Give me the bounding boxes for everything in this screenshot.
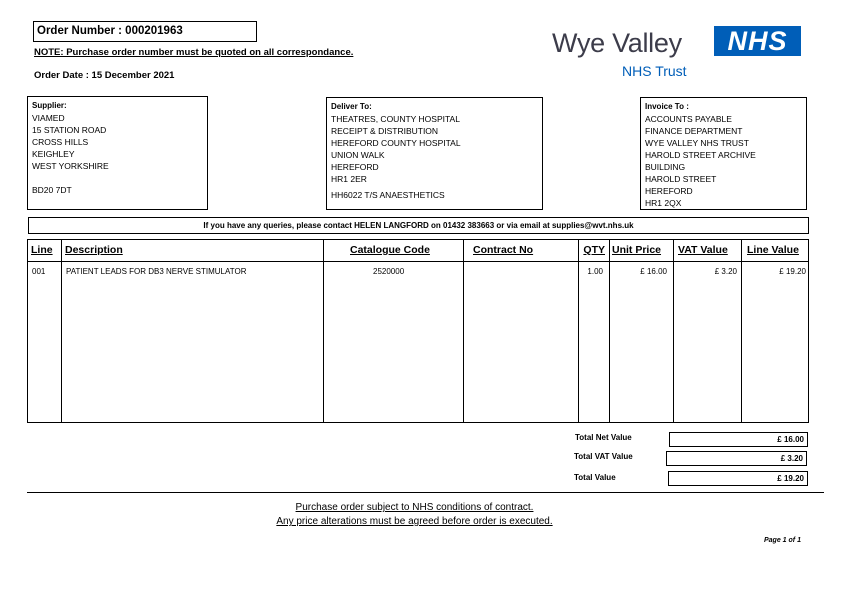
deliver-ref: HH6022 T/S ANAESTHETICS [331, 190, 445, 200]
col-header-qty: QTY [583, 244, 605, 256]
col-header-unit-price: Unit Price [612, 244, 662, 256]
correspondence-note: NOTE: Purchase order number must be quoted on all correspondance. [34, 47, 354, 58]
footer-conditions: Purchase order subject to NHS conditions of contract. [295, 502, 534, 513]
deliver-line: THEATRES, COUNTY HOSPITAL [331, 114, 460, 124]
column-divider [61, 240, 62, 422]
total-vat-value: £ 3.20 [666, 451, 807, 466]
row-unit-price: £ 16.00 [640, 267, 667, 276]
row-qty: 1.00 [587, 267, 603, 276]
logo-organisation-name: Wye Valley [552, 28, 682, 58]
supplier-line: 15 STATION ROAD [32, 125, 107, 135]
supplier-line: KEIGHLEY [32, 149, 75, 159]
col-header-vat: VAT Value [678, 244, 728, 256]
supplier-line: VIAMED [32, 113, 65, 123]
supplier-postcode: BD20 7DT [32, 185, 72, 195]
invoice-line: WYE VALLEY NHS TRUST [645, 138, 749, 148]
invoice-line: HR1 2QX [645, 198, 682, 208]
row-catalogue-code: 2520000 [373, 267, 405, 276]
footer-price-notice: Any price alterations must be agreed before order is executed. [276, 516, 553, 527]
total-vat-label: Total VAT Value [574, 452, 633, 461]
column-divider [323, 240, 324, 422]
col-header-line: Line [31, 244, 53, 256]
deliver-line: HEREFORD [331, 162, 379, 172]
total-value: £ 19.20 [668, 471, 808, 486]
row-description: PATIENT LEADS FOR DB3 NERVE STIMULATOR [66, 267, 247, 276]
col-header-description: Description [65, 244, 123, 256]
column-divider [463, 240, 464, 422]
order-date: Order Date : 15 December 2021 [34, 70, 175, 81]
deliver-line: HEREFORD COUNTY HOSPITAL [331, 138, 461, 148]
invoice-line: ACCOUNTS PAYABLE [645, 114, 732, 124]
total-value-label: Total Value [574, 473, 616, 482]
supplier-heading: Supplier: [32, 101, 67, 110]
invoice-line: HAROLD STREET ARCHIVE [645, 150, 756, 160]
row-line-value: £ 19.20 [779, 267, 806, 276]
supplier-line: CROSS HILLS [32, 137, 89, 147]
invoice-line: HAROLD STREET [645, 174, 717, 184]
total-net-value: £ 16.00 [669, 432, 808, 447]
row-line-number: 001 [32, 267, 46, 276]
total-net-label: Total Net Value [575, 433, 632, 442]
col-header-contract: Contract No [473, 244, 534, 256]
supplier-line [32, 172, 203, 184]
deliver-line: RECEIPT & DISTRIBUTION [331, 126, 439, 136]
supplier-box [27, 96, 208, 210]
invoice-heading: Invoice To : [645, 102, 689, 111]
queries-contact: If you have any queries, please contact HELEN LANGFORD on 01432 383663 or via email at supplies@wvt.nhs.uk [28, 217, 809, 234]
supplier-line: WEST YORKSHIRE [32, 161, 109, 171]
row-vat: £ 3.20 [714, 267, 737, 276]
deliver-line: UNION WALK [331, 150, 385, 160]
header-rule [28, 261, 808, 262]
nhs-logo-badge: NHS [714, 26, 801, 56]
footer-divider [27, 492, 824, 493]
invoice-box [640, 97, 807, 210]
deliver-box [326, 97, 543, 210]
deliver-line: HR1 2ER [331, 174, 367, 184]
invoice-line: BUILDING [645, 162, 686, 172]
deliver-heading: Deliver To: [331, 102, 372, 111]
order-number: Order Number : 000201963 [33, 21, 257, 42]
logo-trust-name: NHS Trust [622, 63, 687, 79]
invoice-line: FINANCE DEPARTMENT [645, 126, 743, 136]
col-header-line-value: Line Value [747, 244, 799, 256]
page-number: Page 1 of 1 [764, 537, 801, 544]
order-items-table [27, 239, 809, 423]
invoice-line: HEREFORD [645, 186, 693, 196]
col-header-catalogue: Catalogue Code [350, 244, 430, 256]
